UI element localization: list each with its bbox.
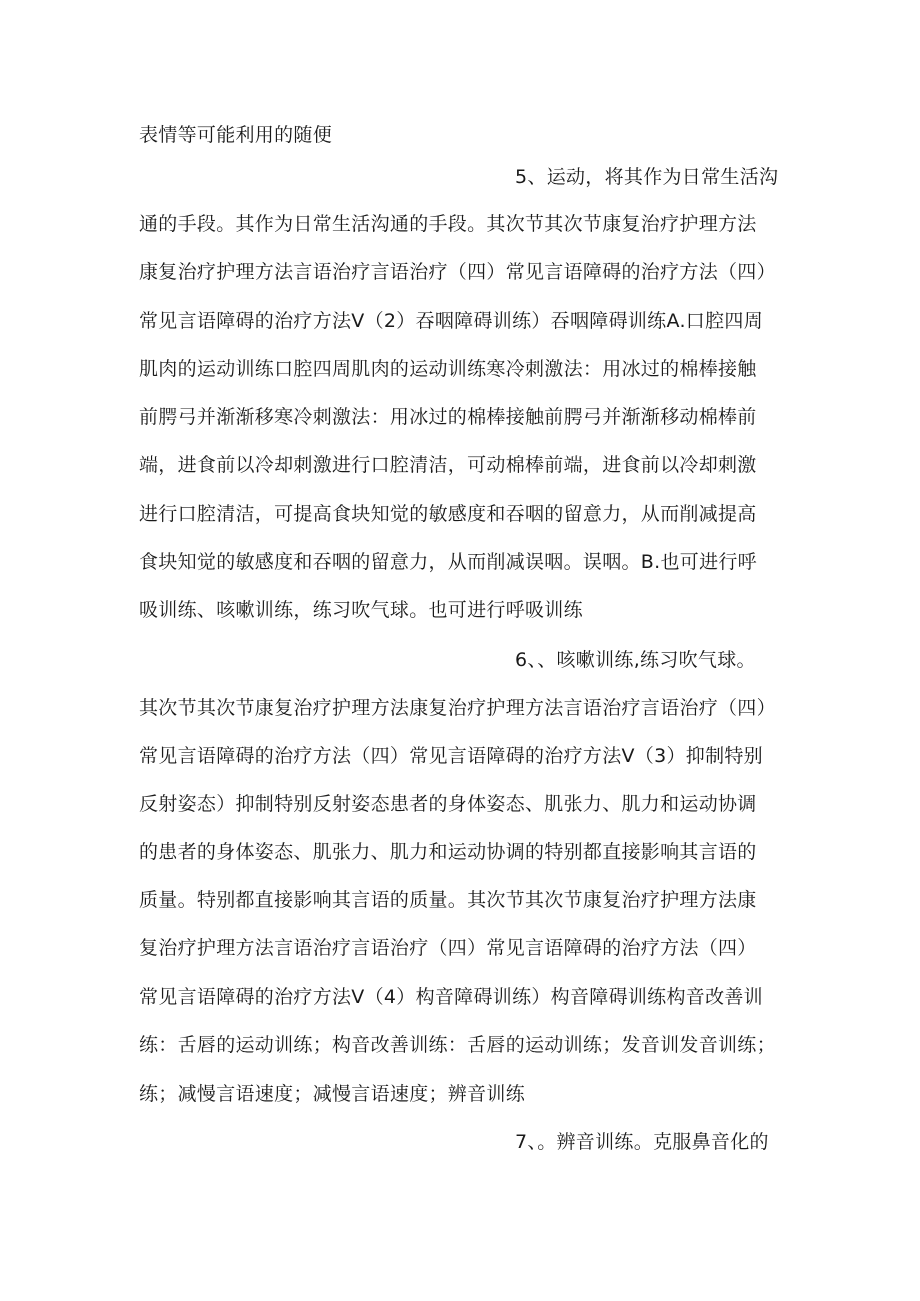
text-line-19: 常见言语障碍的治疗方法Ⅴ（4）构音障碍训练）构音障碍训练构音改善训 <box>139 986 763 1008</box>
text-line-12: 6、、咳嗽训练,练习吹气球。 <box>515 649 756 671</box>
text-line-17: 质量。特别都直接影响其言语的质量。其次节其次节康复治疗护理方法康 <box>139 889 757 911</box>
text-line-15: 反射姿态）抑制特别反射姿态患者的身体姿态、肌张力、肌力和运动协调 <box>139 793 757 815</box>
text-line-21: 练；减慢言语速度；减慢言语速度；辨音训练 <box>139 1083 526 1105</box>
text-line-20: 练：舌唇的运动训练；构音改善训练：舌唇的运动训练；发音训发音训练； <box>139 1034 776 1056</box>
text-line-10: 食块知觉的敏感度和吞咽的留意力，从而削减误咽。误咽。B.也可进行呼 <box>139 551 757 573</box>
text-line-18: 复治疗护理方法言语治疗言语治疗（四）常见言语障碍的治疗方法（四） <box>139 937 757 959</box>
text-line-1: 表情等可能利用的随便 <box>139 124 333 146</box>
text-line-2: 5、运动，将其作为日常生活沟 <box>515 166 779 188</box>
text-line-7: 前腭弓并渐渐移寒冷刺激法：用冰过的棉棒接触前腭弓并渐渐移动棉棒前 <box>139 406 757 428</box>
text-line-11: 吸训练、咳嗽训练，练习吹气球。也可进行呼吸训练 <box>139 599 583 621</box>
text-line-4: 康复治疗护理方法言语治疗言语治疗（四）常见言语障碍的治疗方法（四） <box>139 261 776 283</box>
text-line-9: 进行口腔清洁，可提高食块知觉的敏感度和吞咽的留意力，从而削减提高 <box>139 503 757 525</box>
text-line-8: 端，进食前以冷却刺激进行口腔清洁，可动棉棒前端，进食前以冷却刺激 <box>139 454 757 476</box>
text-line-22: 7、。辨音训练。克服鼻音化的 <box>515 1131 769 1153</box>
text-line-6: 肌肉的运动训练口腔四周肌肉的运动训练寒冷刺激法：用冰过的棉棒接触 <box>139 358 757 380</box>
text-line-5: 常见言语障碍的治疗方法Ⅴ（2）吞咽障碍训练）吞咽障碍训练A.口腔四周 <box>139 310 763 332</box>
text-line-3: 通的手段。其作为日常生活沟通的手段。其次节其次节康复治疗护理方法 <box>139 213 757 235</box>
text-line-16: 的患者的身体姿态、肌张力、肌力和运动协调的特别都直接影响其言语的 <box>139 841 757 863</box>
text-line-14: 常见言语障碍的治疗方法（四）常见言语障碍的治疗方法Ⅴ（3）抑制特别 <box>139 745 763 767</box>
text-line-13: 其次节其次节康复治疗护理方法康复治疗护理方法言语治疗言语治疗（四） <box>139 697 776 719</box>
